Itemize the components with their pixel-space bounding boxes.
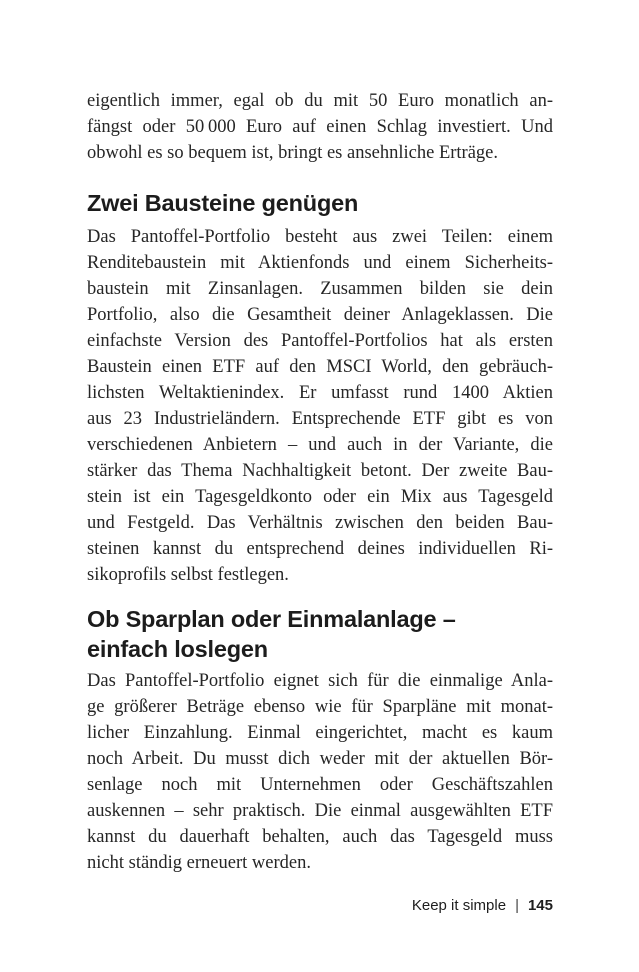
- text-line: stein ist ein Tagesgeldkonto oder ein Mix aus Tagesgeld: [87, 487, 553, 507]
- text-line: ge größerer Beträge ebenso wie für Sparpläne mit monat-: [87, 697, 553, 717]
- text-line: aus 23 Industrieländern. Entsprechende ETF gibt es von: [87, 409, 553, 429]
- text-line: verschiedenen Anbietern – und auch in der Variante, die: [87, 435, 553, 455]
- text-line: kannst du dauerhaft behalten, auch das Tagesgeld muss: [87, 827, 553, 847]
- footer-separator: |: [515, 897, 519, 914]
- text-line: eigentlich immer, egal ob du mit 50 Euro monatlich an-: [87, 91, 553, 111]
- text-line: einfachste Version des Pantoffel-Portfolios hat als ersten: [87, 331, 553, 351]
- heading-line: einfach loslegen: [87, 636, 268, 662]
- text-line: licher Einzahlung. Einmal eingerichtet, macht es kaum: [87, 723, 553, 743]
- section-heading-sparplan-einmalanlage: [87, 604, 553, 664]
- running-title: Keep it simple: [411, 897, 507, 914]
- text-line: nicht ständig erneuert werden.: [87, 853, 311, 873]
- text-line: lichsten Weltaktienindex. Er umfasst rund 1400 Aktien: [87, 383, 553, 403]
- text-line: und Festgeld. Das Verhältnis zwischen den beiden Bau-: [87, 513, 553, 533]
- text-line: fängst oder 50 000 Euro auf einen Schlag investiert. Und: [87, 117, 553, 137]
- heading-line: Ob Sparplan oder Einmalanlage –: [87, 606, 456, 632]
- paragraph-zwei-bausteine: [87, 224, 553, 588]
- text-line: steinen kannst du entsprechend deines individuellen Ri-: [87, 539, 553, 559]
- page-number: 145: [527, 897, 553, 914]
- text-line: auskennen – sehr praktisch. Die einmal ausgewählten ETF: [87, 801, 553, 821]
- text-line: Portfolio, also die Gesamtheit deiner Anlageklassen. Die: [87, 305, 553, 325]
- text-line: obwohl es so bequem ist, bringt es ansehnliche Erträge.: [87, 143, 499, 163]
- page-footer: [412, 896, 553, 916]
- text-line: Renditebaustein mit Aktienfonds und einem Sicherheits-: [87, 253, 553, 273]
- text-line: senlage noch mit Unternehmen oder Geschäftszahlen: [87, 775, 553, 795]
- paragraph-intro-continuation: [87, 88, 553, 166]
- text-line: Das Pantoffel-Portfolio eignet sich für die einmalige Anla-: [87, 671, 553, 691]
- text-line: sikoprofils selbst festlegen.: [87, 565, 289, 585]
- text-line: baustein mit Zinsanlagen. Zusammen bilden sie dein: [87, 279, 553, 299]
- text-line: Das Pantoffel-Portfolio besteht aus zwei Teilen: einem: [87, 227, 553, 247]
- text-line: stärker das Thema Nachhaltigkeit betont. Der zweite Bau-: [87, 461, 553, 481]
- text-line: noch Arbeit. Du musst dich weder mit der aktuellen Bör-: [87, 749, 553, 769]
- text-line: Baustein einen ETF auf den MSCI World, den gebräuch-: [87, 357, 553, 377]
- section-heading-zwei-bausteine: Zwei Bausteine genügen: [87, 190, 359, 216]
- page-content: [87, 88, 553, 876]
- paragraph-sparplan-einmalanlage: [87, 668, 553, 876]
